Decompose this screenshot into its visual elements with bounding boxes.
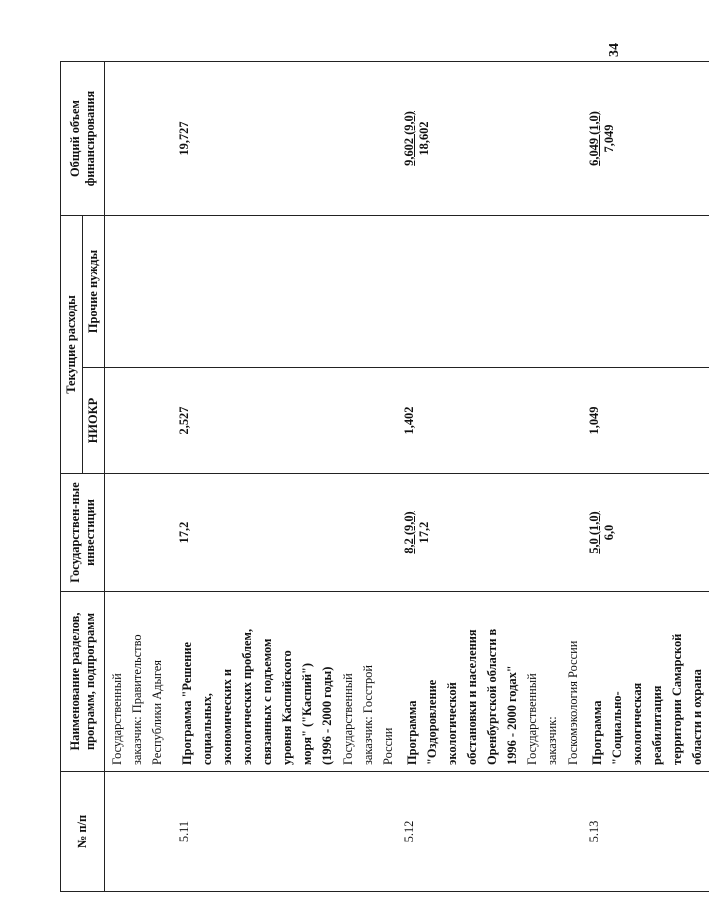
header-total: Общий объем финансирования [61, 61, 105, 215]
cell-name [585, 592, 709, 772]
header-gov-invest: Государствен-ные инвестиции [61, 474, 105, 592]
cell-name [175, 592, 400, 772]
header-other: Прочие нужды [83, 215, 105, 367]
cell-niokr-value: 2,527 [176, 406, 191, 435]
program-line: Программа [404, 700, 419, 765]
cell-total [400, 61, 585, 215]
program-line: обстановки и населения [465, 629, 480, 765]
header-num: № п/п [61, 772, 105, 892]
cell-gov-invest-value: 17,2 [176, 521, 191, 544]
header-name: Наименование разделов, программ, подпрограмм [61, 592, 105, 772]
cell-total [105, 61, 175, 215]
table-row [585, 61, 709, 891]
program-line: "Оздоровление [424, 679, 439, 765]
rotated-table-area [60, 62, 705, 892]
program-line: экологическая [629, 682, 644, 765]
table-row [175, 61, 400, 891]
header-current: Текущие расходы [61, 215, 83, 473]
cell-num: 5.12 [400, 772, 585, 892]
cell-gov-invest-underlined: 8,2 (9,0) [401, 511, 416, 554]
cell-gov-invest [105, 474, 175, 592]
cell-total [585, 61, 709, 215]
program-line: Оренбургской области в [485, 628, 500, 765]
customer-line: заказчик: [545, 716, 560, 765]
cell-gov-invest-underlined: 5,0 (1,0) [586, 511, 601, 554]
customer-line: России [380, 727, 395, 765]
program-line: Программа "Решение [179, 641, 194, 765]
cell-name [400, 592, 585, 772]
header-niokr: НИОКР [83, 368, 105, 474]
customer-line: Государственный [525, 673, 540, 765]
cell-num: 5.13 [585, 772, 709, 892]
cell-niokr [400, 368, 585, 474]
program-line: реабилитация [649, 685, 664, 765]
customer-line: Республики Адыгея [150, 660, 165, 765]
table-row [400, 61, 585, 891]
cell-total-value: 18,602 [416, 121, 431, 156]
program-line: моря" ("Каспий") [300, 663, 315, 765]
cell-other [585, 215, 709, 367]
cell-niokr [175, 368, 400, 474]
program-line: "Социально- [609, 691, 624, 765]
cell-gov-invest [175, 474, 400, 592]
cell-gov-invest [585, 474, 709, 592]
financing-table [60, 61, 709, 892]
cell-other [105, 215, 175, 367]
cell-niokr-value: 1,402 [401, 406, 416, 435]
program-line: экономических и [219, 668, 234, 765]
program-line: Программа [589, 700, 604, 765]
cell-niokr [105, 368, 175, 474]
customer-line: Государственный [110, 673, 125, 765]
page-number: 34 [607, 43, 622, 57]
cell-gov-invest-value: 17,2 [416, 521, 431, 544]
program-line: 1996 - 2000 годах" [505, 665, 520, 765]
table-body [105, 61, 709, 891]
customer-line: заказчик: Госстрой [360, 665, 375, 765]
table-row [105, 61, 175, 891]
cell-total-underlined: 6,049 (1,0) [586, 111, 601, 166]
program-line: социальных, [199, 693, 214, 765]
customer-line: Госкомэкология России [565, 640, 580, 765]
cell-total-underlined: 9,602 (9,0) [401, 111, 416, 166]
customer-line: заказчик: Правительство [130, 634, 145, 765]
program-line: территории Самарской [670, 633, 684, 765]
program-line: связанных с подъемом [260, 638, 275, 765]
customer-line: Государственный [340, 673, 355, 765]
cell-total-value: 7,049 [601, 124, 616, 153]
cell-num: 5.11 [175, 772, 400, 892]
cell-gov-invest-value: 6,0 [601, 524, 616, 541]
cell-name [105, 592, 175, 772]
program-line: области и охрана [690, 669, 705, 765]
cell-total [175, 61, 400, 215]
program-line: экологической [444, 682, 459, 765]
cell-niokr [585, 368, 709, 474]
cell-total-value: 19,727 [176, 121, 191, 156]
program-line: уровня Каспийского [280, 650, 295, 765]
program-line: (1996 - 2000 годы) [320, 666, 335, 765]
cell-other [400, 215, 585, 367]
cell-num [105, 772, 175, 892]
cell-other [175, 215, 400, 367]
cell-gov-invest [400, 474, 585, 592]
cell-niokr-value: 1,049 [586, 406, 601, 435]
program-line: экологических проблем, [240, 628, 255, 765]
